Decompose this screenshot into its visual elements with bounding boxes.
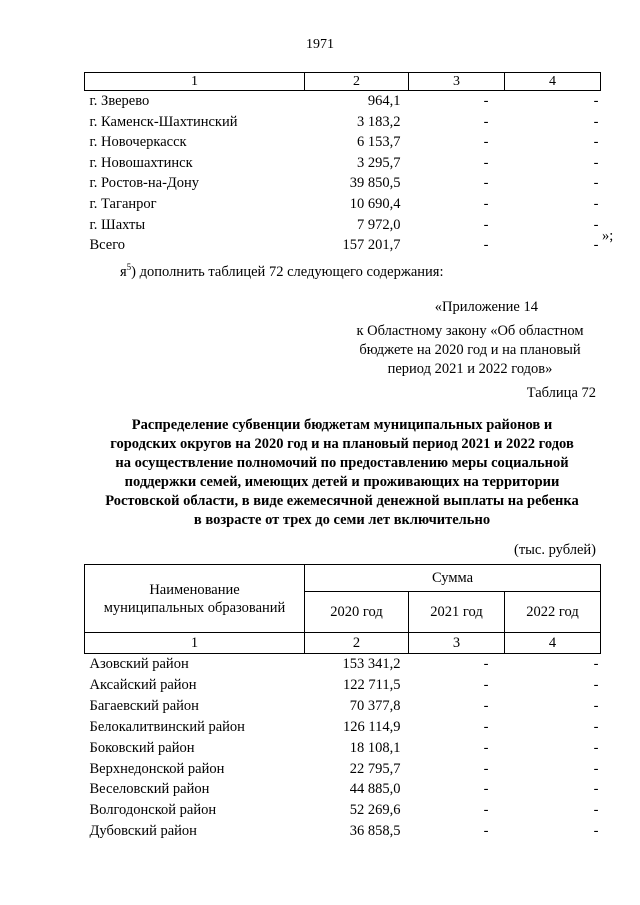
table-row <box>85 215 601 236</box>
appendix-line: к Областному закону «Об областном <box>356 323 584 339</box>
paragraph-text: ) дополнить таблицей 72 следующего содержания: <box>131 264 444 280</box>
name-column-header <box>85 565 305 633</box>
value-2020-cell: 70 377,8 <box>349 697 401 714</box>
value-2021-cell: - <box>483 216 489 233</box>
municipality-name-cell: Аксайский район <box>89 676 197 693</box>
value-2021-cell: - <box>483 823 489 840</box>
value-2022-cell: - <box>593 739 599 756</box>
value-2021-cell: - <box>483 760 489 777</box>
value-2020-cell: 157 201,7 <box>342 237 401 254</box>
top-table <box>84 72 601 256</box>
value-2022-cell: - <box>593 823 599 840</box>
heading-line: Распределение субвенции бюджетам муниципальных районов и <box>131 417 553 433</box>
municipality-name-cell: г. Ростов-на-Дону <box>89 175 200 192</box>
value-2022-cell: - <box>593 195 599 212</box>
value-2022-cell: - <box>593 175 599 192</box>
value-2020-cell: 7 972,0 <box>357 216 401 233</box>
value-2022-cell: - <box>593 216 599 233</box>
appendix-line: период 2021 и 2022 годов» <box>387 361 553 377</box>
municipality-name-cell: Багаевский район <box>89 697 199 714</box>
index-header-cell: 4 <box>505 633 601 654</box>
year-column-header: 2020 год <box>305 592 409 633</box>
value-2020-cell: 22 795,7 <box>349 760 401 777</box>
value-2022-cell: - <box>593 656 599 672</box>
table-row <box>85 738 601 759</box>
name-header-line: муниципальных образований <box>103 599 286 616</box>
top-table-header-cell: 3 <box>409 73 505 91</box>
value-2021-cell: - <box>483 113 489 130</box>
appendix-title: «Приложение 14 <box>434 299 538 315</box>
table-row <box>85 194 601 215</box>
value-2022-cell: - <box>593 134 599 151</box>
appendix-line: бюджете на 2020 год и на плановый <box>359 342 581 358</box>
index-header-cell: 2 <box>305 633 409 654</box>
heading-line: на осуществление полномочий по предоставлению меры социальной <box>115 455 569 471</box>
value-2022-cell: - <box>593 760 599 777</box>
value-2021-cell: - <box>483 697 489 714</box>
value-2021-cell: - <box>483 718 489 735</box>
value-2022-cell: - <box>593 676 599 693</box>
value-2021-cell: - <box>483 134 489 151</box>
closing-quote-mark: »; <box>602 228 614 244</box>
municipality-name-cell: г. Новочеркасск <box>89 134 187 151</box>
municipality-name-cell: Дубовский район <box>89 823 197 840</box>
table-row <box>85 173 601 194</box>
index-header-cell: 1 <box>85 633 305 654</box>
value-2021-cell: - <box>483 175 489 192</box>
table-heading <box>84 416 600 530</box>
paragraph-prefix: я <box>120 264 127 280</box>
value-2020-cell: 122 711,5 <box>343 676 401 693</box>
amendment-paragraph <box>120 262 444 281</box>
table-row <box>85 800 601 821</box>
table-row <box>85 654 601 675</box>
value-2020-cell: 18 108,1 <box>349 739 401 756</box>
value-2021-cell: - <box>483 802 489 819</box>
value-2022-cell: - <box>593 93 599 109</box>
value-2022-cell: - <box>593 697 599 714</box>
value-2021-cell: - <box>483 676 489 693</box>
value-2022-cell: - <box>593 802 599 819</box>
value-2021-cell: - <box>483 237 489 254</box>
value-2020-cell: 10 690,4 <box>349 195 401 212</box>
name-header-line: Наименование <box>149 581 240 598</box>
table-row <box>85 696 601 717</box>
index-header-cell: 3 <box>409 633 505 654</box>
table-row <box>85 153 601 174</box>
value-2022-cell: - <box>593 113 599 130</box>
municipality-name-cell: Волгодонской район <box>89 802 217 819</box>
sum-column-header: Сумма <box>305 565 601 592</box>
municipality-name-cell: Азовский район <box>89 656 189 672</box>
value-2021-cell: - <box>483 195 489 212</box>
table-row <box>85 112 601 133</box>
value-2022-cell: - <box>593 154 599 171</box>
year-column-header: 2022 год <box>505 592 601 633</box>
table-row <box>85 132 601 153</box>
heading-line: в возрасте от трех до семи лет включительно <box>193 512 491 528</box>
heading-line: городских округов на 2020 год и на плановый период 2021 и 2022 годов <box>110 436 574 452</box>
table-label: Таблица 72 <box>526 385 596 401</box>
main-table <box>84 564 601 842</box>
value-2021-cell: - <box>483 739 489 756</box>
value-2020-cell: 39 850,5 <box>349 175 401 192</box>
page-number: 1971 <box>306 37 334 52</box>
value-2022-cell: - <box>593 237 599 254</box>
value-2020-cell: 964,1 <box>367 93 401 109</box>
top-table-header-cell: 2 <box>305 73 409 91</box>
municipality-name-cell: Боковский район <box>89 739 195 756</box>
top-table-header-cell: 1 <box>85 73 305 91</box>
units-label: (тыс. рублей) <box>514 542 596 558</box>
municipality-name-cell: Верхнедонской район <box>89 760 225 777</box>
appendix-subtitle <box>340 322 600 379</box>
top-table-header-row <box>85 73 601 91</box>
table-row <box>85 779 601 800</box>
value-2020-cell: 44 885,0 <box>349 781 401 798</box>
municipality-name-cell: Всего <box>89 237 126 254</box>
table-row <box>85 717 601 738</box>
value-2021-cell: - <box>483 93 489 109</box>
municipality-name-cell: г. Шахты <box>89 216 146 233</box>
top-table-header-cell: 4 <box>505 73 601 91</box>
value-2021-cell: - <box>483 781 489 798</box>
value-2022-cell: - <box>593 781 599 798</box>
paragraph-superscript: 5 <box>126 262 132 272</box>
municipality-name-cell: г. Зверево <box>89 93 150 109</box>
table-row <box>85 235 601 256</box>
year-column-header: 2021 год <box>409 592 505 633</box>
value-2021-cell: - <box>483 154 489 171</box>
value-2020-cell: 52 269,6 <box>349 802 401 819</box>
municipality-name-cell: г. Новошахтинск <box>89 154 193 171</box>
municipality-name-cell: г. Каменск-Шахтинский <box>89 113 238 130</box>
value-2020-cell: 36 858,5 <box>349 823 401 840</box>
value-2020-cell: 3 183,2 <box>357 113 401 130</box>
value-2020-cell: 3 295,7 <box>357 154 401 171</box>
value-2022-cell: - <box>593 718 599 735</box>
value-2020-cell: 126 114,9 <box>343 718 401 735</box>
municipality-name-cell: Белокалитвинский район <box>89 718 245 735</box>
value-2020-cell: 6 153,7 <box>357 134 401 151</box>
table-row <box>85 759 601 780</box>
value-2021-cell: - <box>483 656 489 672</box>
municipality-name-cell: г. Таганрог <box>89 195 157 212</box>
municipality-name-cell: Веселовский район <box>89 781 210 798</box>
heading-line: поддержки семей, имеющих детей и проживающих на территории <box>124 474 560 490</box>
table-row <box>85 91 601 112</box>
table-row <box>85 821 601 842</box>
heading-line: Ростовской области, в виде ежемесячной денежной выплаты на ребенка <box>105 493 579 509</box>
value-2020-cell: 153 341,2 <box>342 656 401 672</box>
table-row <box>85 675 601 696</box>
